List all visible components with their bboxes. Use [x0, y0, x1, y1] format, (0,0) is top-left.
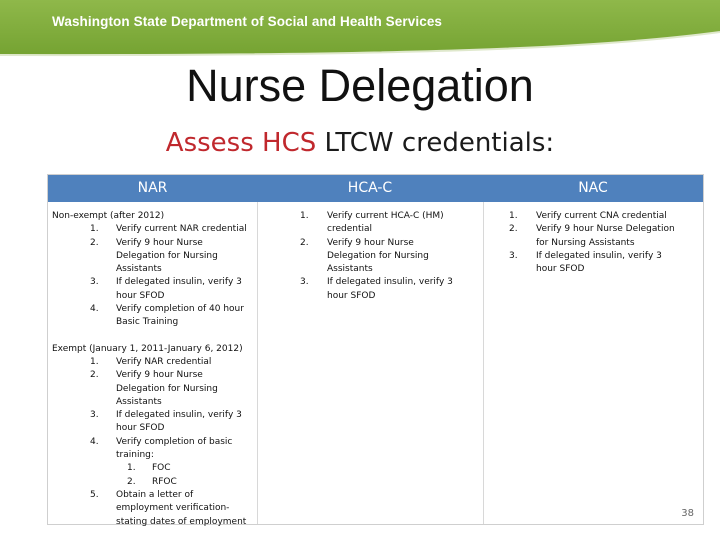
column-header-nac: NAC [483, 175, 703, 202]
list-item: 2. Verify 9 hour Nurse Delegation for Nursing Assistants [90, 237, 218, 275]
list-item: 1. Verify current HCA-C (HM) credential [300, 211, 444, 235]
slide-title: Nurse Delegation [186, 60, 534, 111]
list-item: 3. If delegated insulin, verify 3 hour SFOD [300, 277, 453, 301]
page-number: 38 [681, 508, 694, 519]
list-item: 5. Obtain a letter of employment verification-stating dates of employment [90, 489, 247, 527]
sub-list-item: 2. RFOC [127, 476, 177, 487]
sub-list-item: 1. FOC [127, 463, 171, 474]
list-item: 1. Verify current NAR credential [90, 224, 247, 235]
list-item: 3. If delegated insulin, verify 3 hour SFOD [90, 277, 242, 301]
column-header-hca-c: HCA-C [257, 175, 483, 202]
nac-cell [466, 210, 676, 276]
exempt-heading: Exempt (January 1, 2011-January 6, 2012) [52, 343, 243, 354]
department-name: Washington State Department of Social and Health Services [52, 14, 443, 29]
subtitle-highlight: Assess HCS [165, 128, 317, 158]
list-item: 4. Verify completion of 40 hour Basic Training [90, 304, 244, 328]
subtitle-text: LTCW credentials: [316, 128, 555, 158]
banner-curve-decoration [0, 0, 720, 60]
column-header-nar: NAR [48, 175, 257, 202]
list-item: 1. Verify NAR credential [90, 356, 212, 367]
nonexempt-heading: Non-exempt (after 2012) [52, 211, 165, 221]
list-item: 3. If delegated insulin, verify 3 hour SFOD [509, 250, 662, 275]
hca-c-cell [257, 210, 457, 303]
nar-cell [52, 210, 252, 529]
list-item: 1. Verify current CNA credential [509, 211, 667, 221]
credentials-table [47, 174, 704, 525]
list-item: 4. Verify completion of basic training: [90, 436, 233, 461]
list-item: 2. Verify 9 hour Nurse Delegation for Nursing Assistants [90, 370, 218, 407]
list-item: 2. Verify 9 hour Nurse Delegation for Nursing Assistants [300, 237, 429, 275]
list-item: 2. Verify 9 hour Nurse Delegation for Nursing Assistants [509, 224, 675, 248]
slide-subtitle [0, 128, 720, 158]
list-item: 3. If delegated insulin, verify 3 hour SFOD [90, 410, 242, 434]
